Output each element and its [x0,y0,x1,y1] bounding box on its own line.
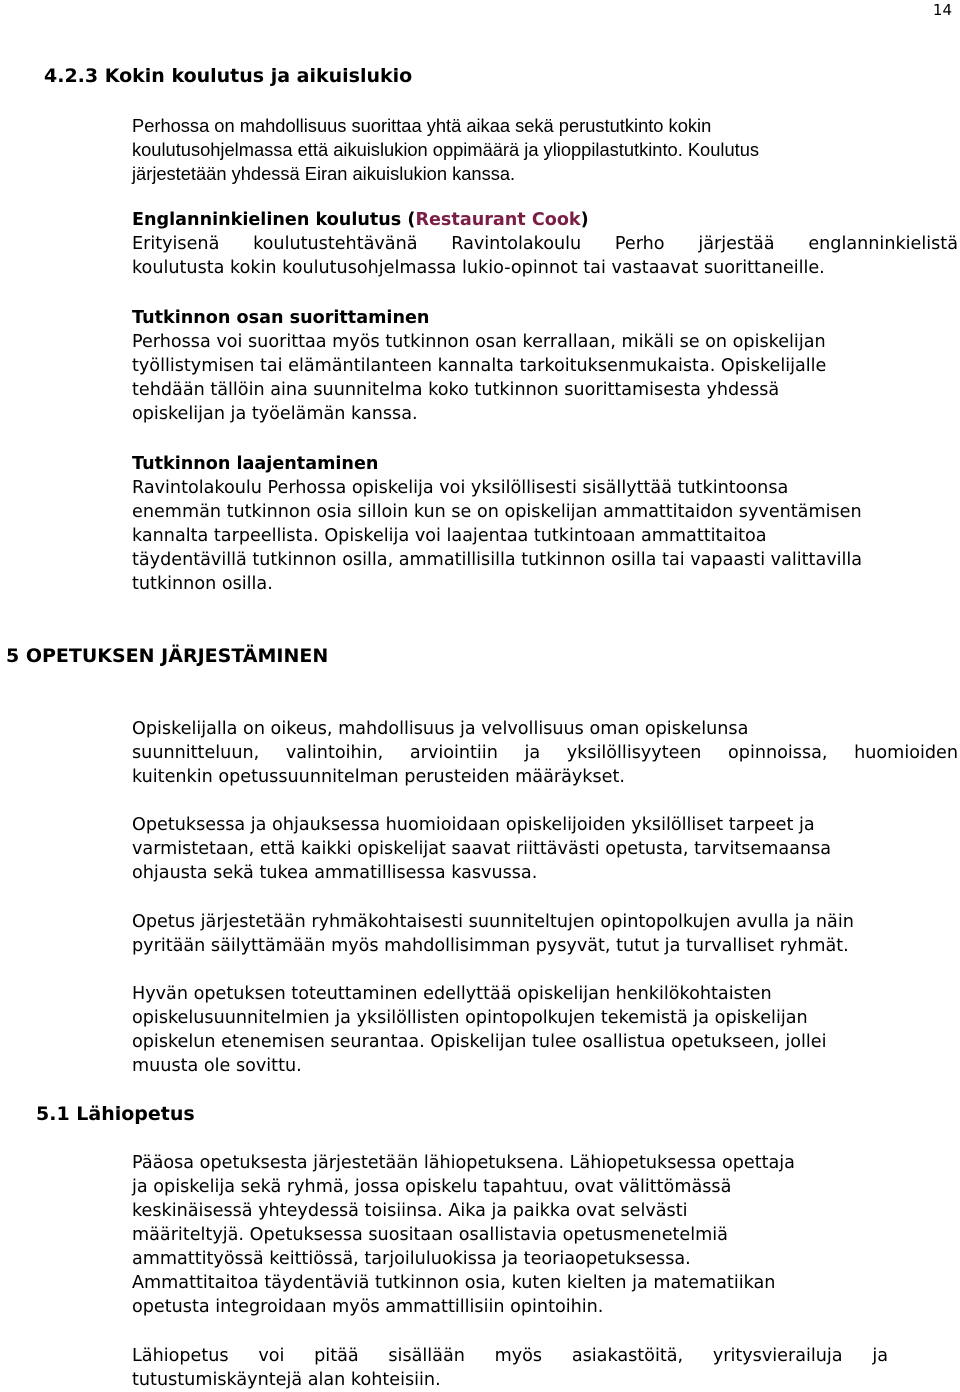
english-training-section [132,208,958,280]
subsection-title [132,208,958,232]
paragraph-line: koulutusta kokin koulutusohjelmassa lukio-opinnot tai vastaavat suorittaneille. [132,258,825,278]
paragraph-line: Ravintolakoulu Perhossa opiskelija voi yksilöllisesti sisällyttää tutkintoonsa [132,478,789,498]
paragraph-line: opiskelun etenemisen seurantaa. Opiskelijan tulee osallistua opetukseen, jollei [132,1032,827,1052]
paragraph-line: ja opiskelija sekä ryhmä, jossa opiskelu tapahtuu, ovat välittömässä [132,1177,732,1197]
restaurant-cook-label: Restaurant Cook [415,210,581,230]
lahiopetus-paragraph-2 [132,1344,888,1392]
paragraph-line: suunnitteluun, valintoihin, arviointiin ja yksilöllisyyteen opinnoissa, huomioiden [132,743,958,763]
paragraph-line: työllistymisen tai elämäntilanteen kannalta tarkoituksenmukaista. Opiskelijalle [132,356,827,376]
tutkinnon-osan-section [132,306,958,426]
paragraph-line: Opiskelijalla on oikeus, mahdollisuus ja velvollisuus oman opiskelunsa [132,719,749,739]
lahiopetus-paragraph-1 [132,1151,958,1319]
opetus-paragraph-1 [132,717,958,789]
paragraph-line: Hyvän opetuksen toteuttaminen edellyttää opiskelijan henkilökohtaisten [132,984,772,1004]
opetus-paragraph-3 [132,910,958,958]
section-heading-4-2-3: 4.2.3 Kokin koulutus ja aikuislukio [44,65,413,87]
tutkinnon-laajentaminen-section [132,452,958,596]
paragraph-line: täydentävillä tutkinnon osilla, ammatillisilla tutkinnon osilla tai vapaasti valittavilla [132,550,863,570]
kokin-intro-paragraph [132,114,958,186]
paragraph-line: Erityisenä koulutustehtävänä Ravintolakoulu Perho järjestää englanninkielistä [132,234,958,254]
paragraph-line: tehdään tällöin aina suunnitelma koko tutkinnon suorittamisesta yhdessä [132,380,780,400]
paragraph-line: Opetuksessa ja ohjauksessa huomioidaan opiskelijoiden yksilölliset tarpeet ja [132,815,815,835]
title-suffix: ) [580,210,589,230]
paragraph-line: koulutusohjelmassa että aikuislukion oppimäärä ja ylioppilastutkinto. Koulutus [132,139,759,160]
paragraph-line: opiskelusuunnitelmien ja yksilöllisten opintopolkujen tekemistä ja opiskelijan [132,1008,808,1028]
subsection-title: Tutkinnon osan suorittaminen [132,308,430,328]
section-heading-5-1: 5.1 Lähiopetus [36,1103,195,1125]
paragraph-line: keskinäisessä yhteydessä toisiinsa. Aika ja paikka ovat selvästi [132,1201,688,1221]
paragraph-line: opetusta integroidaan myös ammattillisiin opintoihin. [132,1297,604,1317]
paragraph-line: Opetus järjestetään ryhmäkohtaisesti suunniteltujen opintopolkujen avulla ja näin [132,912,854,932]
paragraph-line: opiskelijan ja työelämän kanssa. [132,404,418,424]
opetus-paragraph-2 [132,813,958,885]
opetus-paragraph-4 [132,982,958,1078]
paragraph-line: tutustumiskäyntejä alan kohteisiin. [132,1370,441,1390]
page-number: 14 [932,1,952,19]
paragraph-line: tutkinnon osilla. [132,574,273,594]
paragraph-line: Ammattitaitoa täydentäviä tutkinnon osia, kuten kielten ja matematiikan [132,1273,776,1293]
paragraph-line: ammattityössä keittiössä, tarjoiluluokissa ja teoriaopetuksessa. [132,1249,691,1269]
paragraph-line: ohjausta sekä tukea ammatillisessa kasvussa. [132,863,538,883]
paragraph-line: enemmän tutkinnon osia silloin kun se on opiskelijan ammattitaidon syventämisen [132,502,862,522]
title-prefix: Englanninkielinen koulutus ( [132,210,416,230]
paragraph-line: varmistetaan, että kaikki opiskelijat saavat riittävästi opetusta, tarvitsemaansa [132,839,832,859]
chapter-heading-5: 5 OPETUKSEN JÄRJESTÄMINEN [6,645,329,667]
paragraph-line: järjestetään yhdessä Eiran aikuislukion kanssa. [132,163,516,184]
paragraph-line: Pääosa opetuksesta järjestetään lähiopetuksena. Lähiopetuksessa opettaja [132,1153,795,1173]
paragraph-line: Perhossa voi suorittaa myös tutkinnon osan kerrallaan, mikäli se on opiskelijan [132,332,826,352]
paragraph-line: kannalta tarpeellista. Opiskelija voi laajentaa tutkintoaan ammattitaitoa [132,526,767,546]
paragraph-line: määriteltyjä. Opetuksessa suositaan osallistavia opetusmenetelmiä [132,1225,728,1245]
paragraph-line: muusta ole sovittu. [132,1056,302,1076]
paragraph-line: pyritään säilyttämään myös mahdollisimman pysyvät, tutut ja turvalliset ryhmät. [132,936,849,956]
paragraph-line: kuitenkin opetussuunnitelman perusteiden määräykset. [132,767,625,787]
paragraph-line: Perhossa on mahdollisuus suorittaa yhtä aikaa sekä perustutkinto kokin [132,115,712,136]
subsection-title: Tutkinnon laajentaminen [132,454,379,474]
paragraph-line: Lähiopetus voi pitää sisällään myös asiakastöitä, yritysvierailuja ja [132,1346,888,1366]
